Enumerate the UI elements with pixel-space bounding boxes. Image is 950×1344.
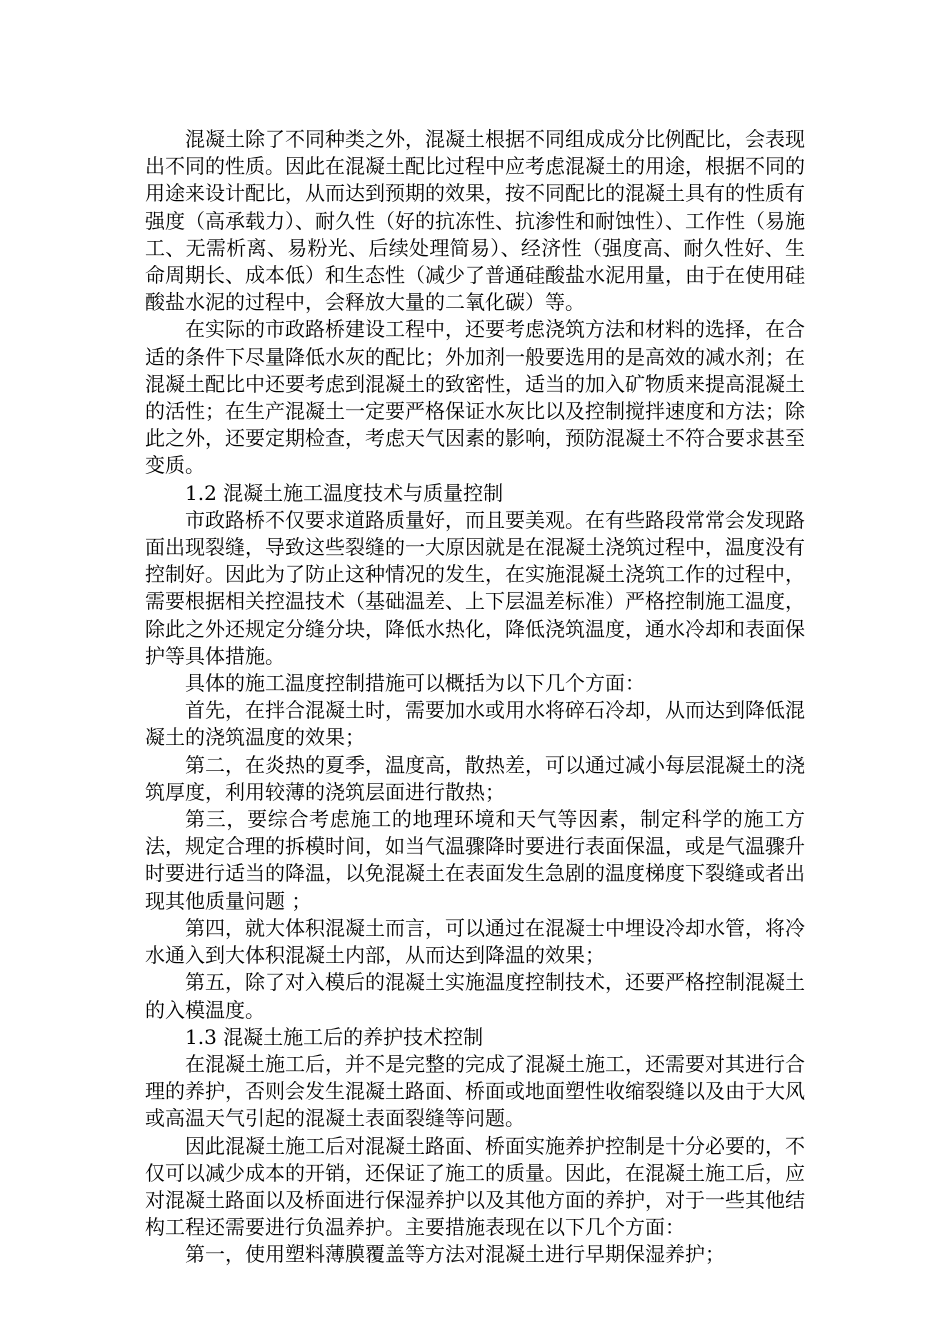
paragraph-curing-necessity: 因此混凝土施工后对混凝土路面、桥面实施养护控制是十分必要的，不仅可以减少成本的开销，还保证了施工的质量。因此，在混凝土施工后，应对混凝土路面以及桥面进行保湿养护以及其他方面的养护，对于一些其他结构工程还需要进行负温养护。主要措施表现在以下几个方面： <box>145 1133 805 1240</box>
paragraph-temperature-intro: 市政路桥不仅要求道路质量好，而且要美观。在有些路段常常会发现路面出现裂缝，导致这些裂缝的一大原因就是在混凝土浇筑过程中，温度没有控制好。因此为了防止这种情况的发生，在实施混凝土浇筑工作的过程中，需要根据相关控温技术（基础温差、上下层温差标准）严格控制施工温度，除此之外还规定分缝分块，降低水热化，降低浇筑温度，通水冷却和表面保护等具体措施。 <box>145 507 805 668</box>
paragraph-curing-intro: 在混凝土施工后，并不是完整的完成了混凝土施工，还需要对其进行合理的养护，否则会发生混凝土路面、桥面或地面塑性收缩裂缝以及由于大风或高温天气引起的混凝土表面裂缝等问题。 <box>145 1051 805 1131</box>
section-heading-1-2: 1.2 混凝土施工温度技术与质量控制 <box>185 480 504 505</box>
paragraph-measure-fifth: 第五，除了对入模后的混凝土实施温度控制技术，还要严格控制混凝土的入模温度。 <box>145 970 805 1022</box>
section-heading-1-3: 1.3 混凝土施工后的养护技术控制 <box>185 1024 484 1049</box>
paragraph-measure-second: 第二，在炎热的夏季，温度高，散热差，可以通过减小每层混凝土的浇筑厚度，利用较薄的浇筑层面进行散热； <box>145 752 805 804</box>
paragraph-measure-fourth: 第四，就大体积混凝土而言，可以通过在混凝士中埋设冷却水管，将冷水通入到大体积混凝土内部，从而达到降温的效果； <box>145 915 805 968</box>
paragraph-curing-first: 第一，使用塑料薄膜覆盖等方法对混凝土进行早期保湿养护； <box>185 1242 725 1267</box>
paragraph-measure-first: 首先，在拌合混凝土时，需要加水或用水将碎石冷却，从而达到降低混凝土的浇筑温度的效果； <box>145 698 805 750</box>
paragraph-temperature-measures: 具体的施工温度控制措施可以概括为以下几个方面： <box>185 671 645 696</box>
paragraph-construction-considerations: 在实际的市政路桥建设工程中，还要考虑浇筑方法和材料的选择，在合适的条件下尽量降低水灰的配比；外加剂一般要选用的是高效的减水剂；在混凝土配比中还要考虑到混凝土的致密性，适当的加入矿物质来提高混凝土的活性；在生产混凝土一定要严格保证水灰比以及控制搅拌速度和方法；除此之外，还要定期检查，考虑天气因素的影响，预防混凝土不符合要求甚至变质。 <box>145 317 805 478</box>
paragraph-measure-third: 第三，要综合考虑施工的地理环境和天气等因素，制定科学的施工方法，规定合理的拆模时间，如当气温骤降时要进行表面保温，或是气温骤升时要进行适当的降温，以免混凝土在表面发生急剧的温度梯度下裂缝或者出现其他质量问题 ； <box>145 807 805 913</box>
paragraph-mix-properties: 混凝土除了不同种类之外，混凝土根据不同组成成分比例配比，会表现出不同的性质。因此在混凝土配比过程中应考虑混凝土的用途，根据不同的用途来设计配比，从而达到预期的效果，按不同配比的混凝土具有的性质有强度（高承载力）、耐久性（好的抗冻性、抗渗性和耐蚀性）、工作性（易施工、无需析离、易粉光、后续处理简易）、经济性（强度高、耐久性好、生命周期长、成本低）和生态性（减少了普通硅酸盐水泥用量，由于在使用硅酸盐水泥的过程中，会释放大量的二氧化碳）等。 <box>145 127 805 315</box>
document-page <box>145 126 805 1269</box>
